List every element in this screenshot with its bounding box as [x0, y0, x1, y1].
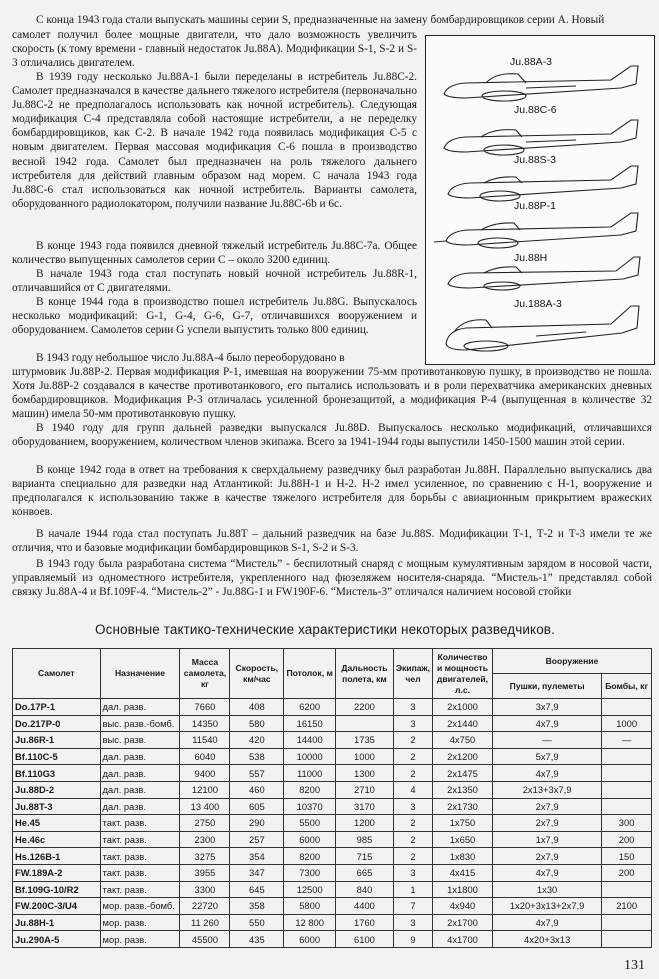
paragraph-9: В начале 1944 года стал поступать Ju.88T – дальний разведчик на базе Ju.88S. Модификации Т-1, Т-2 и Т-3 имели те же отличия, что и базовые модификации бомбардировщиков S-1, S-2 и S-3. [12, 528, 652, 555]
table-cell: дал. разв. [100, 699, 180, 716]
table-cell: 2 [393, 765, 432, 782]
table-cell: 420 [230, 732, 284, 749]
header-purpose: Назначение [100, 649, 180, 699]
table-cell: 1200 [336, 815, 394, 832]
table-cell: дал. разв. [100, 798, 180, 815]
table-cell [602, 798, 652, 815]
paragraph-5: В конце 1944 года в производство пошел истребитель Ju.88G. Выпускалось несколько модификаций: G-1, G-4, G-6, G-7, отличавшихся вооружением и оборудованием. Самолетов серии G успели выпустить только 800 единиц. [12, 296, 417, 337]
table-cell: 985 [336, 831, 394, 848]
table-row [13, 798, 652, 815]
table-cell: 12500 [284, 881, 336, 898]
aircraft-profile-2 [444, 120, 638, 155]
table-cell: Ju.86R-1 [13, 732, 101, 749]
table-cell: 12100 [180, 781, 230, 798]
aircraft-label-3: Ju.88S-3 [514, 154, 557, 166]
aircraft-profile-4 [434, 213, 638, 248]
table-cell: 1x750 [433, 815, 493, 832]
table-cell: 6040 [180, 748, 230, 765]
table-cell: 7300 [284, 864, 336, 881]
table-cell: 6000 [284, 831, 336, 848]
table-cell: 645 [230, 881, 284, 898]
table-cell: 3 [393, 914, 432, 931]
aircraft-profile-6 [446, 306, 639, 351]
table-cell: выс. разв.-бомб. [100, 715, 180, 732]
table-cell: дал. разв. [100, 765, 180, 782]
header-crew: Экипаж, чел [393, 649, 432, 699]
table-cell [602, 931, 652, 948]
table-cell: 354 [230, 848, 284, 865]
table-cell: 4x20+3x13 [492, 931, 601, 948]
table-cell: 2x13+3x7,9 [492, 781, 601, 798]
paragraph-7: В 1940 году для групп дальней разведки выпускался Ju.88D. Выпускалось несколько модификаций, отличавшихся оборудованием, вооружением, количеством членов экипажа. Всего за 1941-1944 годы выпустили 1450-1500 машин этой серии. [12, 422, 652, 449]
table-cell: 2x7,9 [492, 815, 601, 832]
table-cell: 2x7,9 [492, 798, 601, 815]
table-cell: 2100 [602, 898, 652, 915]
table-cell: 10000 [284, 748, 336, 765]
table-cell [602, 748, 652, 765]
aircraft-label-1: Ju.88A-3 [510, 56, 553, 68]
table-row [13, 781, 652, 798]
table-cell: — [492, 732, 601, 749]
table-cell: мор. разв. [100, 914, 180, 931]
table-cell: 4x7,9 [492, 765, 601, 782]
paragraph-2: В 1939 году несколько Ju.88А-1 были переделаны в истребитель Ju.88С-2. Самолет предназначался в качестве дальнего тяжелого истребителя (первоначально Ju.88С-2 не предполагалось использовать как ночной истребитель). Следующая модификация С-4 представляла собой настоящие истребители, а не переделку бомбардировщиков, как С-2. В начале 1942 года появилась модификация С-5 с новым двигателем. Первая массовая модификация С-6 пошла в производство весной 1942 года. Самолет был предназначен на роль тяжелого дальнего истребителя для действий главным образом над морем. С начала 1943 года Ju.88С-6 стал использоваться как ночной истребитель. Варианты самолета, оборудованного радиолокатором, получили название Ju.88С-6b и 6с. [12, 71, 417, 210]
table-cell: 3 [393, 798, 432, 815]
table-cell: 550 [230, 914, 284, 931]
table-cell: — [602, 732, 652, 749]
table-cell: 14350 [180, 715, 230, 732]
table-cell: 13 400 [180, 798, 230, 815]
table-row [13, 898, 652, 915]
table-row [13, 848, 652, 865]
header-guns: Пушки, пулеметы [492, 674, 601, 699]
table-cell: 5800 [284, 898, 336, 915]
table-cell: 2 [393, 815, 432, 832]
table-cell: 45500 [180, 931, 230, 948]
table-cell: 408 [230, 699, 284, 716]
table-row [13, 914, 652, 931]
table-cell: He.45 [13, 815, 101, 832]
table-cell: Do.217P-0 [13, 715, 101, 732]
table-cell: 6200 [284, 699, 336, 716]
table-cell: дал. разв. [100, 781, 180, 798]
table-cell: 347 [230, 864, 284, 881]
table-cell [602, 699, 652, 716]
paragraph-6-line-1: В 1943 году небольшое число Ju.88А-4 было переоборудовано в [36, 352, 345, 364]
table-row [13, 699, 652, 716]
table-cell: 16150 [284, 715, 336, 732]
table-cell: такт. разв. [100, 815, 180, 832]
table-cell [336, 715, 394, 732]
table-cell: дал. разв. [100, 748, 180, 765]
table-cell: 200 [602, 864, 652, 881]
table-cell: 4x7,9 [492, 914, 601, 931]
aircraft-label-4: Ju.88P-1 [514, 200, 557, 212]
table-cell: 3170 [336, 798, 394, 815]
table-cell: 10370 [284, 798, 336, 815]
table-cell: 3 [393, 699, 432, 716]
table-row [13, 815, 652, 832]
table-cell: 1300 [336, 765, 394, 782]
table-cell: 2 [393, 831, 432, 848]
table-cell: 2710 [336, 781, 394, 798]
aircraft-label-5: Ju.88H [514, 252, 548, 264]
table-cell: 11000 [284, 765, 336, 782]
header-ceiling: Потолок, м [284, 649, 336, 699]
table-cell: 2x1200 [433, 748, 493, 765]
table-cell: такт. разв. [100, 864, 180, 881]
table-cell: 200 [602, 831, 652, 848]
aircraft-profile-3 [448, 166, 638, 201]
table-title: Основные тактико-технические характеристики некоторых разведчиков. [95, 622, 555, 637]
table-cell: 5500 [284, 815, 336, 832]
table-cell: 2 [393, 848, 432, 865]
table-cell: 2x1000 [433, 699, 493, 716]
table-cell: Bf.109G-10/R2 [13, 881, 101, 898]
table-cell: 3955 [180, 864, 230, 881]
table-row [13, 864, 652, 881]
table-cell: 1000 [336, 748, 394, 765]
table-cell: 4x750 [433, 732, 493, 749]
table-cell: 7660 [180, 699, 230, 716]
table-cell: Ju.88D-2 [13, 781, 101, 798]
paragraph-1: самолет получил более мощные двигатели, что дало возможность увеличить скорость (к тому времени - главный недостаток Ju.88A). Модификации S-1, S-2 и S-3 отличались двигателем. [12, 29, 417, 70]
table-cell: 11 260 [180, 914, 230, 931]
table-cell: 2x1730 [433, 798, 493, 815]
paragraph-4: В начале 1943 года стал поступать новый ночной истребитель Ju.88R-1, отличавшийся от С двигателями. [12, 268, 417, 295]
table-cell: 9400 [180, 765, 230, 782]
header-range: Дальность полета, км [336, 649, 394, 699]
table-cell: 290 [230, 815, 284, 832]
table-cell: 1735 [336, 732, 394, 749]
aircraft-label-6: Ju.188A-3 [514, 298, 562, 310]
table-cell: 2750 [180, 815, 230, 832]
table-cell: 4x7,9 [492, 715, 601, 732]
table-row [13, 831, 652, 848]
table-cell: 6100 [336, 931, 394, 948]
table-cell: 557 [230, 765, 284, 782]
table-cell: 1x650 [433, 831, 493, 848]
table-cell: 715 [336, 848, 394, 865]
table-cell: 580 [230, 715, 284, 732]
table-cell: 2 [393, 732, 432, 749]
paragraph-6: штурмовик Ju.88P-2. Первая модификация Р-1, имевшая на вооружении 75-мм противотанковую пушку, в производство не пошла. Хотя Ju.88P-2 создавался в качестве противотанкового, его пытались использовать и в роли перехватчика американских дневных бомбардировщиков. Модификация Р-3 отличалась усиленной бронезащитой, а модификация Р-4 (выпущенная в количестве 32 машин) имела 50-мм противотанковую пушку. [12, 366, 652, 421]
table-cell: 1 [393, 881, 432, 898]
table-cell: 150 [602, 848, 652, 865]
header-aircraft: Самолет [13, 649, 101, 699]
paragraph-8: В конце 1942 года в ответ на требования к сверхдальнему разведчику был разработан Ju.88H. Параллельно выпускались два варианта специально для разведки над Атлантикой: Ju.88H-1 и Н-2. Н-2 имел усиленное, по сравнению с Н-1, вооружение и предполагался к использованию также в качестве тяжелого истребителя для борьбы с авиационным прикрытием вражеских конвоев. [12, 464, 652, 519]
table-row [13, 765, 652, 782]
table-cell: такт. разв. [100, 881, 180, 898]
table-cell: 4x940 [433, 898, 493, 915]
table-cell: Bf.110G3 [13, 765, 101, 782]
paragraph-3: В конце 1943 года появился дневной тяжелый истребитель Ju.88С-7а. Общее количество выпущенных самолетов серии С – около 3200 единиц. [12, 240, 417, 267]
table-cell [602, 881, 652, 898]
table-cell: 4x7,9 [492, 864, 601, 881]
page-number: 131 [624, 958, 645, 973]
table-row [13, 931, 652, 948]
header-bombs: Бомбы, кг [602, 674, 652, 699]
table-cell: 5x7,9 [492, 748, 601, 765]
table-cell: 3 [393, 715, 432, 732]
table-cell: 2 [393, 748, 432, 765]
table-cell: 6000 [284, 931, 336, 948]
table-cell: FW.200C-3/U4 [13, 898, 101, 915]
table-cell: 358 [230, 898, 284, 915]
header-speed: Скорость, км/час [230, 649, 284, 699]
table-cell: Ju.88T-3 [13, 798, 101, 815]
table-row [13, 748, 652, 765]
table-cell: 14400 [284, 732, 336, 749]
table-cell: 665 [336, 864, 394, 881]
aircraft-profiles-figure [425, 35, 655, 365]
table-cell: мор. разв. [100, 931, 180, 948]
table-cell: 7 [393, 898, 432, 915]
table-cell: 1x30 [492, 881, 601, 898]
table-cell: Ju.88H-1 [13, 914, 101, 931]
table-cell: Hs.126B-1 [13, 848, 101, 865]
table-cell: 3 [393, 864, 432, 881]
table-cell: 4400 [336, 898, 394, 915]
table-cell [602, 765, 652, 782]
table-cell: 1760 [336, 914, 394, 931]
table-cell: 1x1800 [433, 881, 493, 898]
table-cell: 11540 [180, 732, 230, 749]
table-cell: 2x7,9 [492, 848, 601, 865]
table-cell [602, 781, 652, 798]
table-cell: Bf.110C-5 [13, 748, 101, 765]
table-cell: 9 [393, 931, 432, 948]
table-cell: мор. разв.-бомб. [100, 898, 180, 915]
table-cell: Ju.290A-5 [13, 931, 101, 948]
table-cell: 8200 [284, 781, 336, 798]
table-cell: 2x1475 [433, 765, 493, 782]
table-cell: 22720 [180, 898, 230, 915]
table-cell: 460 [230, 781, 284, 798]
table-cell: 2x1440 [433, 715, 493, 732]
table-body [13, 699, 652, 948]
table-cell: Do.17P-1 [13, 699, 101, 716]
table-cell: 4x415 [433, 864, 493, 881]
table-cell: 2x1700 [433, 914, 493, 931]
table-cell: такт. разв. [100, 848, 180, 865]
header-engines: Количество и мощность двигателей, л.с. [433, 649, 493, 699]
table-cell: 2300 [180, 831, 230, 848]
paragraph-10: В 1943 году была разработана система “Мистель” - беспилотный снаряд с мощным кумулятивным зарядом в носовой части, управляемый из одноместного истребителя, укрепленного над фюзеляжем носителя-снаряда. “Мистель-1” представлял собой связку Ju.88А-4 и Bf.109F-4. “Мистель-2” - Ju.88G-1 и FW190F-6. “Мистель-3” отличался наличием носовой стойки [12, 558, 652, 599]
table-cell: выс. разв. [100, 732, 180, 749]
table-cell: 12 800 [284, 914, 336, 931]
table-cell: 8200 [284, 848, 336, 865]
table-cell: 2x1350 [433, 781, 493, 798]
table-cell: такт. разв. [100, 831, 180, 848]
table-row [13, 881, 652, 898]
table-cell: 1x7,9 [492, 831, 601, 848]
aircraft-label-2: Ju.88C-6 [514, 104, 557, 116]
table-cell: 840 [336, 881, 394, 898]
table-cell: 4x1700 [433, 931, 493, 948]
table-row [13, 732, 652, 749]
paragraph-1-line-1: С конца 1943 года стали выпускать машины серии S, предназначенные на замену бомбардировщиков серии А. Новый [36, 14, 605, 26]
table-row [13, 715, 652, 732]
aircraft-profile-1 [444, 66, 638, 101]
table-cell: 257 [230, 831, 284, 848]
table-cell: 2200 [336, 699, 394, 716]
table-cell: 3275 [180, 848, 230, 865]
table-cell: 435 [230, 931, 284, 948]
header-armament: Вооружение [492, 649, 651, 674]
table-cell: 4 [393, 781, 432, 798]
table-cell: 1x830 [433, 848, 493, 865]
table-cell: 1x20+3x13+2x7,9 [492, 898, 601, 915]
header-mass: Масса самолета, кг [180, 649, 230, 699]
table-cell: 3300 [180, 881, 230, 898]
table-cell [602, 914, 652, 931]
table-cell: FW.189A-2 [13, 864, 101, 881]
table-cell: 538 [230, 748, 284, 765]
table-cell: 300 [602, 815, 652, 832]
table-cell: He.46c [13, 831, 101, 848]
table-cell: 3x7,9 [492, 699, 601, 716]
table-cell: 1000 [602, 715, 652, 732]
table-cell: 605 [230, 798, 284, 815]
table-header-row [13, 649, 652, 674]
specifications-table [12, 648, 652, 948]
